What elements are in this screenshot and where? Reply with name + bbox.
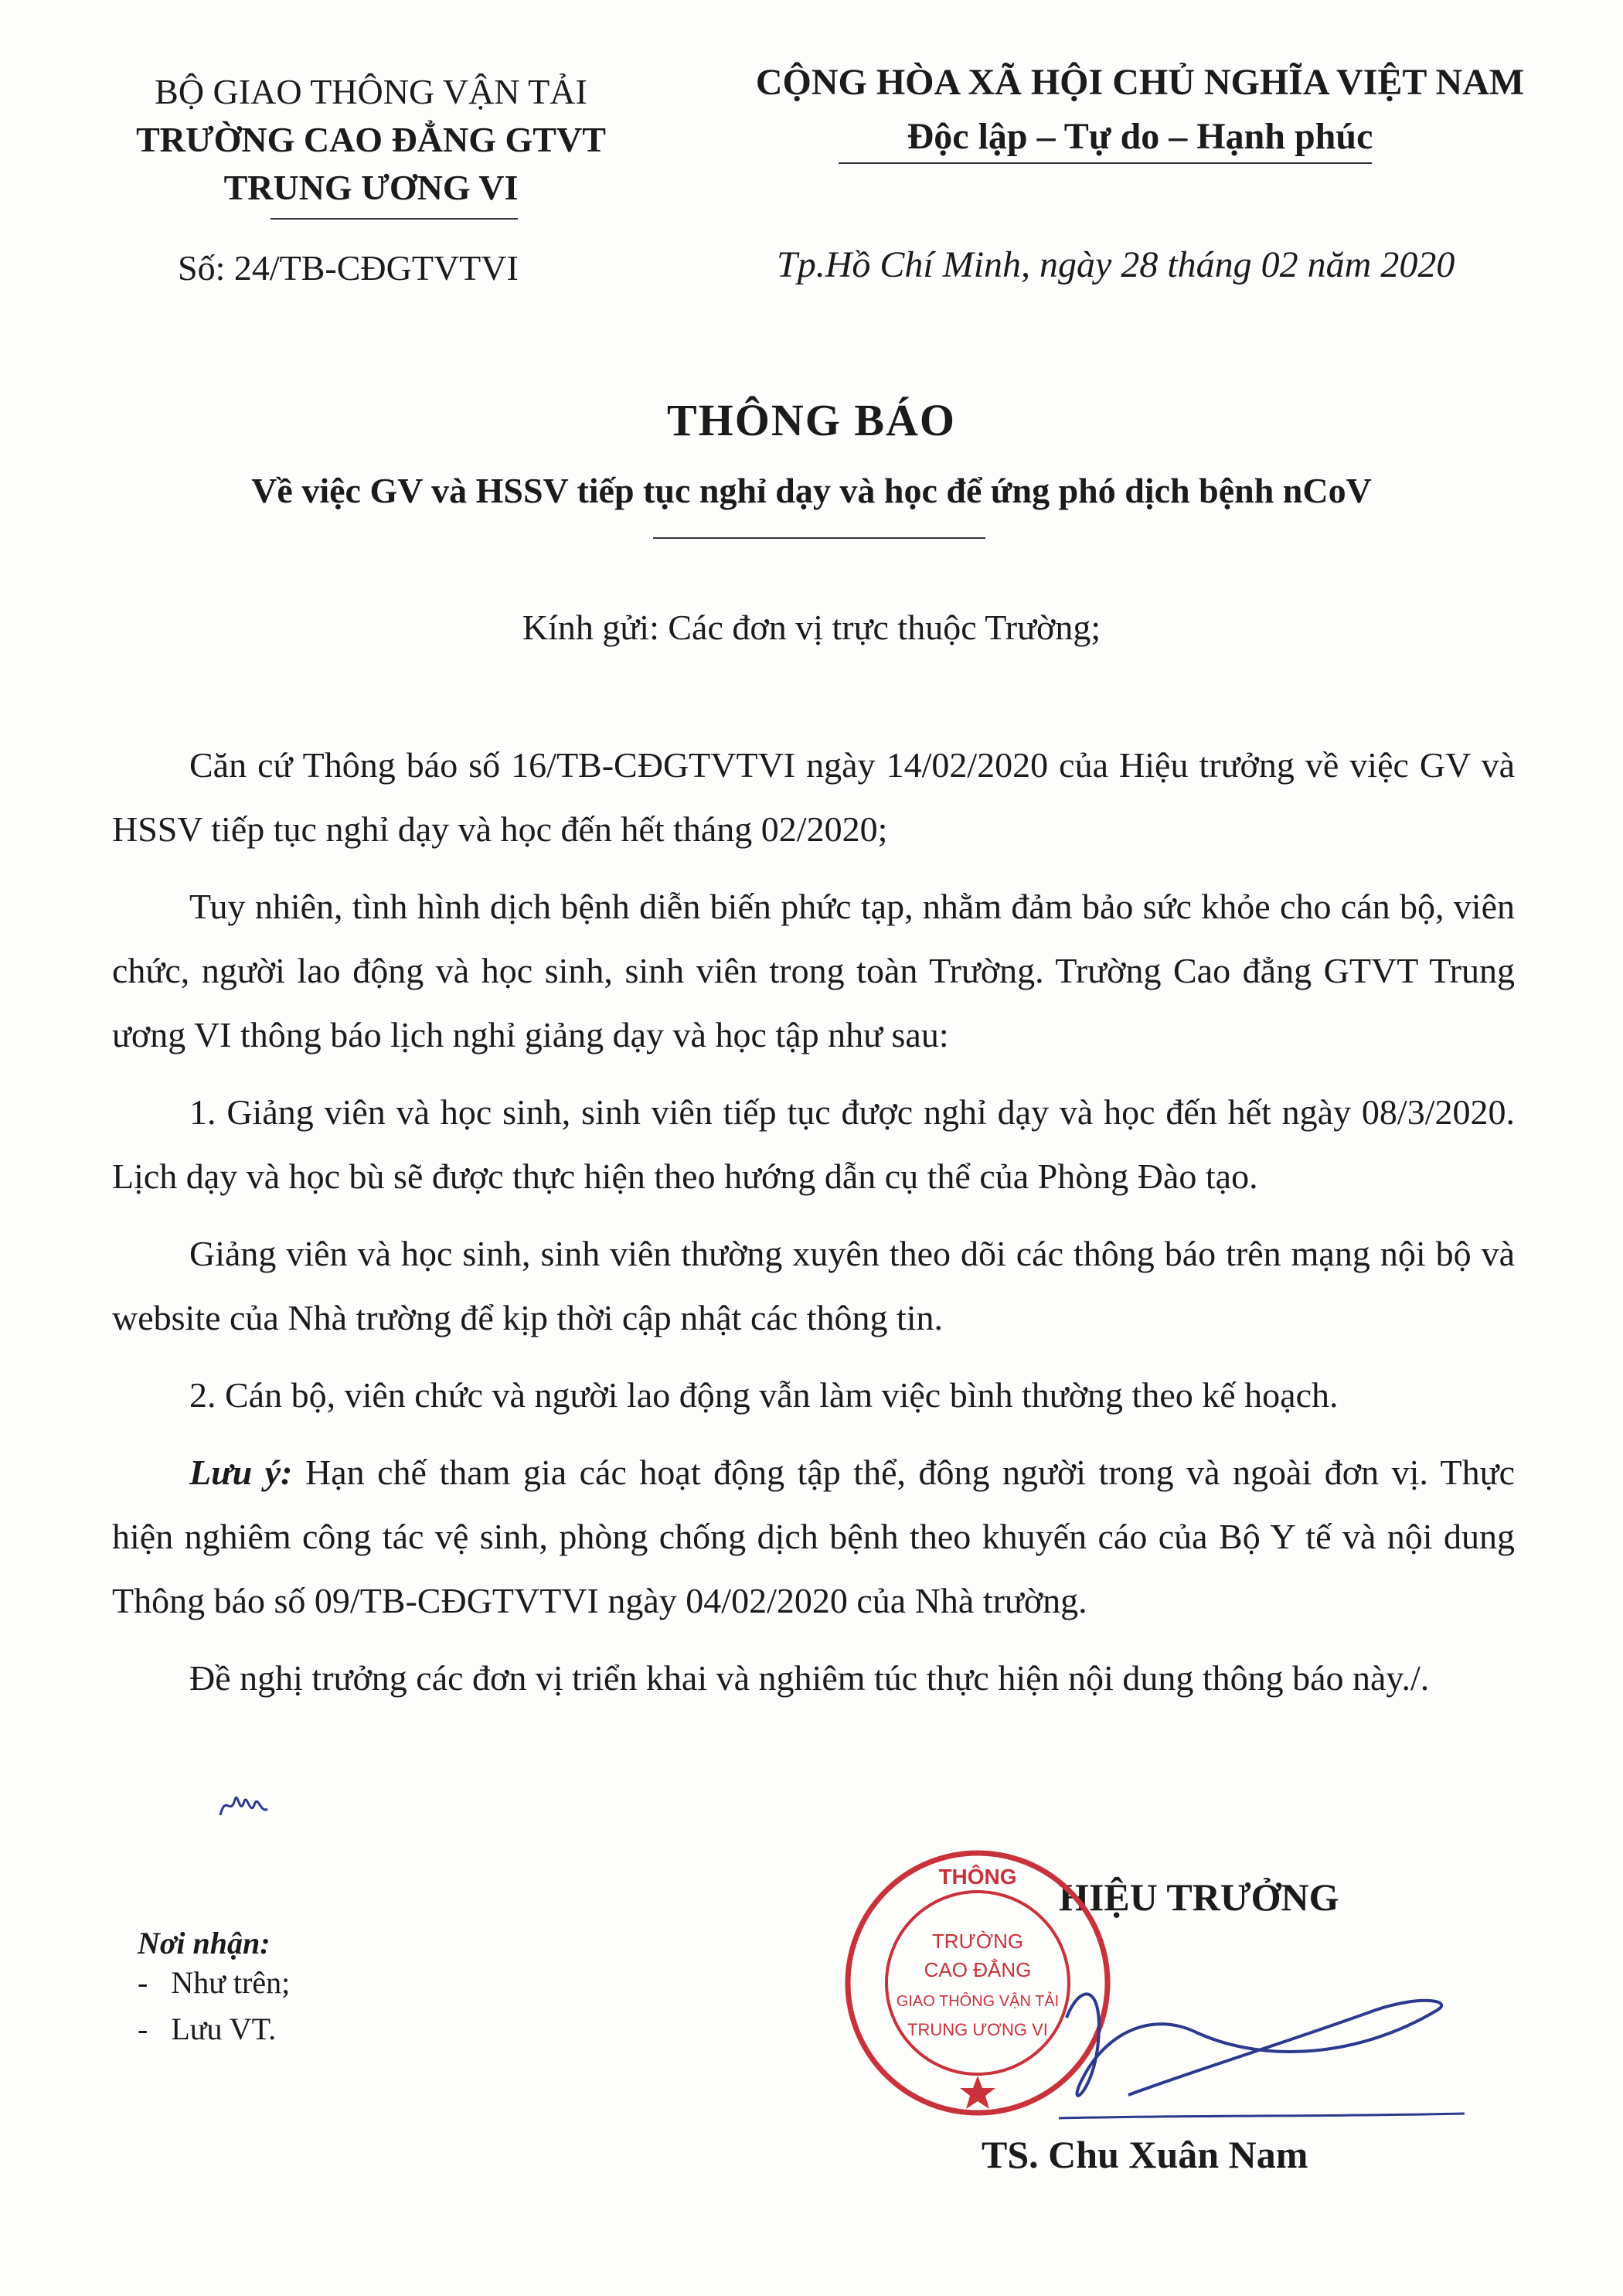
issuer-underline [270, 218, 518, 220]
body-paragraph-4: Giảng viên và học sinh, sinh viên thường xuyên theo dõi các thông báo trên mạng nội bộ và website của Nhà trường để kịp thời cập nhật các thông tin. [112, 1234, 1515, 1337]
ministry-name: BỘ GIAO THÔNG VẬN TẢI [155, 72, 587, 111]
recipient-line: Kính gửi: Các đơn vị trực thuộc Trường; [522, 608, 1101, 647]
place-and-date: Tp.Hồ Chí Minh, ngày 28 tháng 02 năm 2020 [777, 244, 1455, 285]
body-paragraph-closing: Đề nghị trưởng các đơn vị triển khai và nghiêm túc thực hiện nội dung thông báo này./. [189, 1658, 1430, 1698]
signer-name: TS. Chu Xuân Nam [982, 2133, 1308, 2176]
recipients-title: Nơi nhận: [138, 1926, 270, 1960]
initials-mark [216, 1786, 270, 1824]
body-paragraph-note [112, 1440, 1515, 1633]
document-subject: Về việc GV và HSSV tiếp tục nghỉ dạy và học để ứng phó dịch bệnh nCoV [251, 471, 1372, 510]
issuer-block [62, 68, 680, 212]
note-label: Lưu ý: [189, 1453, 293, 1492]
document-title: THÔNG BÁO [666, 395, 957, 445]
subject-underline [653, 537, 985, 539]
body-paragraph-1: Căn cứ Thông báo số 16/TB-CĐGTVTVI ngày 14/02/2020 của Hiệu trưởng về việc GV và HSSV tiếp tục nghỉ dạy và học đến hết tháng 02/2020; [112, 745, 1515, 849]
body-paragraph-2: Tuy nhiên, tình hình dịch bệnh diễn biến phức tạp, nhằm đảm bảo sức khỏe cho cán bộ, viên chức, người lao động và học sinh, sinh viên trong toàn Trường. Trường Cao đẳng GTVT Trung ương VI thông báo lịch nghỉ giảng dạy và học tập như sau: [112, 887, 1515, 1054]
motto-underline [839, 162, 1372, 164]
recipient-item: - Như trên; [138, 1960, 290, 2006]
recipient-item: - Lưu VT. [138, 2006, 290, 2052]
nation-name: CỘNG HÒA XÃ HỘI CHỦ NGHĨA VIỆT NAM [755, 62, 1525, 103]
stamp-center-line1: TRƯỜNG [931, 1930, 1024, 1953]
stamp-center-line2: CAO ĐẲNG [924, 1958, 1032, 1981]
note-text: Hạn chế tham gia các hoạt động tập thể, đông người trong và ngoài đơn vị. Thực hiện nghiêm công tác vệ sinh, phòng chống dịch bệnh theo khuyến cáo của Bộ Y tế và nội dung Thông báo số 09/TB-CĐGTVTVI ngày 04/02/2020 của Nhà trường. [112, 1453, 1515, 1620]
signer-title: HIỆU TRƯỞNG [1059, 1875, 1339, 1919]
stamp-center-line4: TRUNG ƯƠNG VI [907, 2020, 1048, 2039]
stamp-top-text: THÔNG [938, 1865, 1017, 1889]
recipients-list [138, 1960, 290, 2052]
school-name-line2: TRUNG ƯƠNG VI [223, 168, 519, 207]
document-body [112, 733, 1515, 1723]
body-paragraph-3: 1. Giảng viên và học sinh, sinh viên tiếp tục được nghỉ dạy và học đến hết ngày 08/3/2020. Lịch dạy và học bù sẽ được thực hiện theo hướng dẫn cụ thể của Phòng Đào tạo. [112, 1092, 1515, 1196]
body-paragraph-5: 2. Cán bộ, viên chức và người lao động vẫn làm việc bình thường theo kế hoạch. [189, 1375, 1339, 1415]
national-motto: Độc lập – Tự do – Hạnh phúc [907, 116, 1373, 157]
handwritten-signature [1036, 1964, 1468, 2134]
national-header [680, 56, 1600, 164]
school-name-line1: TRƯỜNG CAO ĐẲNG GTVT [136, 120, 606, 159]
stamp-center-line3: GIAO THÔNG VẬN TẢI [896, 1993, 1060, 2010]
document-number: Số: 24/TB-CĐGTVTVI [178, 248, 519, 288]
